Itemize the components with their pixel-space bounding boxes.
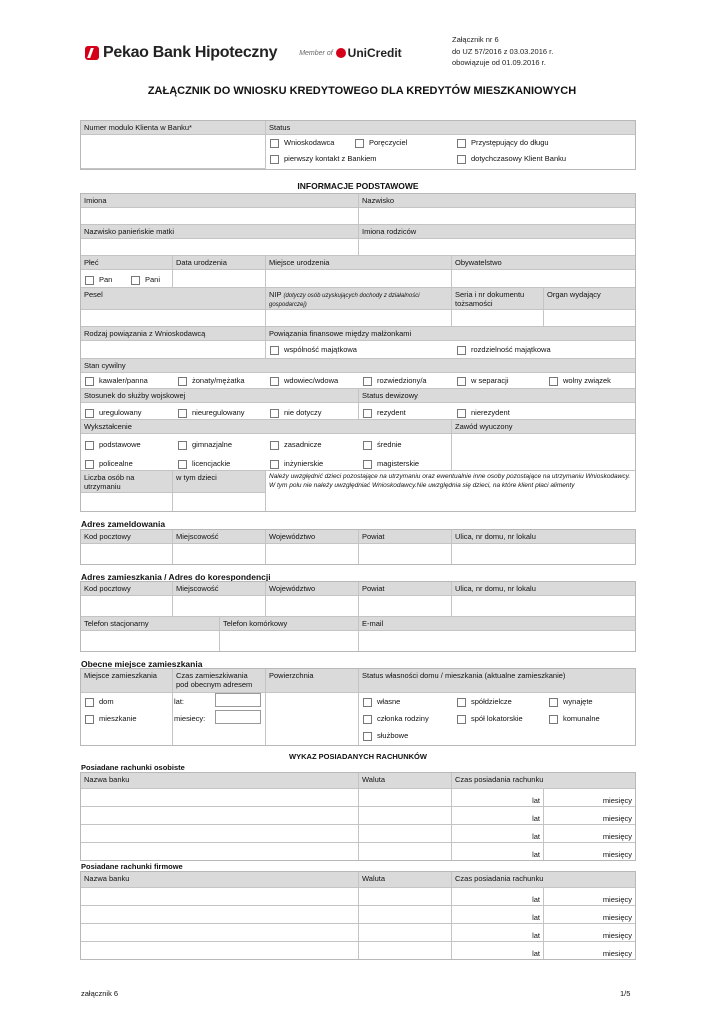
czas-zamieszkiwania-label: Czas zamieszkiwania pod obecnym adresem [173, 669, 266, 693]
zawod-field[interactable] [452, 434, 635, 471]
checkbox-icon[interactable] [270, 441, 279, 450]
checkbox-icon[interactable] [270, 346, 279, 355]
checkbox-icon[interactable] [363, 698, 372, 707]
plec-label: Płeć [81, 256, 173, 270]
lat-cell[interactable]: lat [452, 843, 544, 860]
adres-zameldowania-table [80, 529, 636, 565]
imiona-rodzicow-label: Imiona rodziców [359, 225, 635, 239]
miesiecy-cell[interactable]: miesięcy [544, 888, 635, 906]
checkbox-dotychczasowy[interactable]: dotychczasowy Klient Banku [457, 154, 566, 164]
checkbox-icon[interactable] [363, 460, 372, 469]
checkbox-wdowiec[interactable]: wdowiec/wdowa [270, 376, 338, 386]
checkbox-icon[interactable] [270, 460, 279, 469]
liczba-osob-field[interactable] [81, 493, 173, 511]
checkbox-wolny-zwiazek[interactable]: wolny związek [549, 376, 611, 386]
checkbox-spol-lokatorskie[interactable]: spół lokatorskie [457, 714, 523, 724]
unicredit-logo-icon [336, 48, 346, 58]
powiazanie-field[interactable] [81, 341, 266, 359]
imiona-label: Imiona [81, 194, 359, 208]
checkbox-zasadnicze[interactable]: zasadnicze [270, 440, 322, 450]
bank-logo [85, 44, 402, 62]
miejscowosc-label: Miejscowość [173, 582, 266, 596]
imiona-field[interactable] [81, 208, 359, 225]
obywatelstwo-label: Obywatelstwo [452, 256, 635, 270]
imiona-rodzicow-field[interactable] [359, 239, 635, 256]
dzieci-note: Należy uwzględnić dzieci pozostające na utrzymaniu oraz ewentualnie inne osoby pozostające na utrzymaniu Wnioskodawcy. W tym polu nie należy uwzględniać Wnioskodawcy.Nie uwzględnia się dzieci, na które klient płaci alimenty [266, 471, 635, 511]
checkbox-icon[interactable] [549, 715, 558, 724]
checkbox-icon[interactable] [457, 698, 466, 707]
tel-stac-field[interactable] [81, 631, 220, 651]
adres-zamieszkania-table [80, 581, 636, 652]
miesiecy-cell[interactable]: miesięcy [544, 807, 635, 825]
section-accounts: WYKAZ POSIADANYCH RACHUNKÓW [289, 752, 427, 761]
checkbox-srednie[interactable]: średnie [363, 440, 402, 450]
w-tym-dzieci-field[interactable] [173, 493, 266, 511]
checkbox-rezydent[interactable]: rezydent [363, 408, 406, 418]
miesiecy-cell[interactable]: miesięcy [544, 789, 635, 807]
member-of-label: Member of [299, 49, 333, 57]
nip-field[interactable] [266, 310, 452, 327]
checkbox-spoldzielcze[interactable]: spółdzielcze [457, 697, 512, 707]
status-label: Status [266, 121, 635, 135]
miesiecy-cell[interactable]: miesięcy [544, 825, 635, 843]
checkbox-pani[interactable]: Pani [131, 275, 160, 285]
reference-block [452, 34, 553, 69]
kod-label: Kod pocztowy [81, 530, 173, 544]
wojsko-label: Stosunek do służby wojskowej [81, 389, 359, 403]
email-label: E-mail [359, 617, 635, 631]
bank-field[interactable] [81, 843, 359, 860]
powiat-label: Powiat [359, 530, 452, 544]
checkbox-pan[interactable]: Pan [85, 275, 112, 285]
pesel-field[interactable] [81, 310, 266, 327]
bank-field[interactable] [81, 924, 359, 942]
checkbox-zonaty[interactable]: żonaty/mężatka [178, 376, 245, 386]
wyksztalcenie-label: Wykształcenie [81, 420, 452, 434]
nip-label: NIP (dotyczy osób uzyskujących dochody z działalności gospodarczej) [266, 288, 452, 310]
waluta-field[interactable] [359, 888, 452, 906]
checkbox-rozdzielnosc[interactable]: rozdzielność majątkowa [457, 345, 551, 355]
checkbox-icon[interactable] [85, 460, 94, 469]
checkbox-licencjackie[interactable]: licencjackie [178, 459, 230, 469]
checkbox-icon[interactable] [457, 715, 466, 724]
miejscowosc-field[interactable] [173, 544, 266, 564]
stan-cywilny-label: Stan cywilny [81, 359, 635, 373]
lat-cell[interactable]: lat [452, 825, 544, 843]
checkbox-icon[interactable] [549, 698, 558, 707]
miejsce-urodzenia-field[interactable] [266, 270, 452, 288]
nip-note: (dotyczy osób uzyskujących dochody z działalności gospodarczej) [269, 293, 420, 308]
lat-cell[interactable]: lat [452, 924, 544, 942]
miesiecy-cell[interactable]: miesięcy [544, 924, 635, 942]
checkbox-icon[interactable] [355, 139, 364, 148]
business-accounts-table [80, 871, 636, 960]
checkbox-icon[interactable] [363, 732, 372, 741]
checkbox-mieszkanie[interactable]: mieszkanie [85, 714, 137, 724]
bank-label: Nazwa banku [81, 773, 359, 789]
kod-field[interactable] [81, 544, 173, 564]
bank-field[interactable] [81, 888, 359, 906]
client-id-label: Numer modulo Klienta w Banku* [81, 121, 266, 135]
ulica-label: Ulica, nr domu, nr lokalu [452, 530, 635, 544]
email-field[interactable] [359, 631, 635, 651]
bank-field[interactable] [81, 825, 359, 843]
residence-table [80, 668, 636, 746]
checkbox-icon[interactable] [85, 715, 94, 724]
checkbox-icon[interactable] [363, 409, 372, 418]
checkbox-icon[interactable] [549, 377, 558, 386]
powierzchnia-label: Powierzchnia [266, 669, 359, 693]
tel-kom-field[interactable] [220, 631, 359, 651]
pesel-label: Pesel [81, 288, 266, 310]
checkbox-icon[interactable] [178, 409, 187, 418]
checkbox-icon[interactable] [270, 155, 279, 164]
bank-name: Pekao Bank Hipoteczny [103, 44, 278, 61]
liczba-osob-label: Liczba osób na utrzymaniu [81, 471, 173, 493]
powiat-label: Powiat [359, 582, 452, 596]
lat-label: lat: [174, 697, 185, 706]
kod-field[interactable] [81, 596, 173, 617]
checkbox-icon[interactable] [270, 139, 279, 148]
checkbox-icon[interactable] [457, 139, 466, 148]
page-number: 1/5 [620, 989, 631, 998]
checkbox-czlonka-rodziny[interactable]: członka rodziny [363, 714, 429, 724]
checkbox-icon[interactable] [178, 377, 187, 386]
checkbox-icon[interactable] [457, 377, 466, 386]
checkbox-sluzbowe[interactable]: służbowe [363, 731, 408, 741]
powiazanie-label: Rodzaj powiązania z Wnioskodawcą [81, 327, 266, 341]
wojewodztwo-field[interactable] [266, 596, 359, 617]
checkbox-podstawowe[interactable]: podstawowe [85, 440, 141, 450]
miejscowosc-field[interactable] [173, 596, 266, 617]
bank-field[interactable] [81, 789, 359, 807]
miejscowosc-label: Miejscowość [173, 530, 266, 544]
section-adres-zameldowania: Adres zameldowania [81, 519, 166, 529]
waluta-field[interactable] [359, 906, 452, 924]
checkbox-icon[interactable] [363, 715, 372, 724]
checkbox-wspolnosc[interactable]: wspólność majątkowa [270, 345, 357, 355]
checkbox-icon[interactable] [85, 441, 94, 450]
ref-line: do UZ 57/2016 z 03.03.2016 r. [452, 46, 554, 56]
wojewodztwo-label: Województwo [266, 582, 359, 596]
page-title: ZAŁĄCZNIK DO WNIOSKU KREDYTOWEGO DLA KREDYTÓW MIESZKANIOWYCH [147, 85, 577, 97]
checkbox-icon[interactable] [270, 377, 279, 386]
seria-label: Seria i nr dokumentu tożsamości [452, 288, 544, 310]
checkbox-icon[interactable] [363, 377, 372, 386]
checkbox-wlasne[interactable]: własne [363, 697, 400, 707]
checkbox-policealne[interactable]: policealne [85, 459, 133, 469]
czas-label: Czas posiadania rachunku [452, 773, 635, 789]
waluta-field[interactable] [359, 942, 452, 959]
group-name: UniCredit [347, 46, 402, 60]
miesiecy-label: miesiecy: [174, 714, 206, 723]
waluta-label: Waluta [359, 872, 452, 888]
bank-field[interactable] [81, 807, 359, 825]
lat-cell[interactable]: lat [452, 789, 544, 807]
checkbox-icon[interactable] [457, 346, 466, 355]
waluta-label: Waluta [359, 773, 452, 789]
obywatelstwo-field[interactable] [452, 270, 635, 288]
checkbox-icon[interactable] [178, 460, 187, 469]
checkbox-rozwiedziony[interactable]: rozwiedziony/a [363, 376, 427, 386]
nazwisko-matki-field[interactable] [81, 239, 359, 256]
data-urodzenia-field[interactable] [173, 270, 266, 288]
waluta-field[interactable] [359, 924, 452, 942]
dewizowy-label: Status dewizowy [359, 389, 635, 403]
personal-accounts-table [80, 772, 636, 861]
waluta-field[interactable] [359, 825, 452, 843]
wojewodztwo-label: Województwo [266, 530, 359, 544]
checkbox-wynajete[interactable]: wynajęte [549, 697, 593, 707]
pekao-logo-icon [85, 46, 99, 60]
bank-field[interactable] [81, 906, 359, 924]
miejsce-urodzenia-label: Miejsce urodzenia [266, 256, 452, 270]
ulica-field[interactable] [452, 544, 635, 564]
w-tym-dzieci-label: w tym dzieci [173, 471, 266, 493]
lat-cell[interactable]: lat [452, 888, 544, 906]
checkbox-dom[interactable]: dom [85, 697, 114, 707]
section-personal-accounts: Posiadane rachunki osobiste [81, 763, 185, 772]
checkbox-icon[interactable] [457, 409, 466, 418]
checkbox-inzynierskie[interactable]: inżynierskie [270, 459, 323, 469]
nazwisko-field[interactable] [359, 208, 635, 225]
section-obecne-miejsce: Obecne miejsce zamieszkania [81, 659, 203, 669]
checkbox-nie-dotyczy[interactable]: nie dotyczy [270, 408, 322, 418]
ulica-field[interactable] [452, 596, 635, 617]
checkbox-komunalne[interactable]: komunalne [549, 714, 600, 724]
data-urodzenia-label: Data urodzenia [173, 256, 266, 270]
checkbox-icon[interactable] [178, 441, 187, 450]
basic-info-table [80, 193, 636, 512]
lat-cell[interactable]: lat [452, 906, 544, 924]
lat-cell[interactable]: lat [452, 807, 544, 825]
checkbox-nierezydent[interactable]: nierezydent [457, 408, 510, 418]
lat-input[interactable] [215, 693, 261, 707]
checkbox-icon[interactable] [131, 276, 140, 285]
checkbox-icon[interactable] [363, 441, 372, 450]
powiazania-fin-label: Powiązania finansowe między małżonkami [266, 327, 635, 341]
status-wlasnosci-label: Status własności domu / mieszkania (aktualne zamieszkanie) [359, 669, 635, 693]
checkbox-separacja[interactable]: w separacji [457, 376, 509, 386]
miejsce-zamieszkania-label: Miejsce zamieszkania [81, 669, 173, 693]
miesiecy-cell[interactable]: miesięcy [544, 843, 635, 860]
organ-label: Organ wydający [544, 288, 635, 310]
checkbox-kawaler[interactable]: kawaler/panna [85, 376, 148, 386]
waluta-field[interactable] [359, 807, 452, 825]
section-adres-zamieszkania: Adres zamieszkania / Adres do korespondencji [81, 572, 271, 582]
miesiecy-cell[interactable]: miesięcy [544, 906, 635, 924]
nazwisko-matki-label: Nazwisko panieńskie matki [81, 225, 359, 239]
section-business-accounts: Posiadane rachunki firmowe [81, 862, 183, 871]
seria-field[interactable] [452, 310, 544, 327]
powierzchnia-field[interactable] [266, 693, 359, 745]
bank-label: Nazwa banku [81, 872, 359, 888]
ref-line: Załącznik nr 6 [452, 35, 499, 44]
checkbox-icon[interactable] [85, 276, 94, 285]
waluta-field[interactable] [359, 789, 452, 807]
tel-kom-label: Telefon komórkowy [220, 617, 359, 631]
miesiecy-cell[interactable]: miesięcy [544, 942, 635, 959]
checkbox-przystepujacy[interactable]: Przystępujący do długu [457, 138, 549, 148]
checkbox-icon[interactable] [85, 698, 94, 707]
checkbox-magisterskie[interactable]: magisterskie [363, 459, 419, 469]
checkbox-uregulowany[interactable]: uregulowany [85, 408, 142, 418]
checkbox-poreczyciel[interactable]: Poręczyciel [355, 138, 407, 148]
tel-stac-label: Telefon stacjonarny [81, 617, 220, 631]
powiat-field[interactable] [359, 596, 452, 617]
czas-label: Czas posiadania rachunku [452, 872, 635, 888]
zawod-label: Zawód wyuczony [452, 420, 635, 434]
nazwisko-label: Nazwisko [359, 194, 635, 208]
waluta-field[interactable] [359, 843, 452, 860]
checkbox-wnioskodawca[interactable]: Wnioskodawca [270, 138, 334, 148]
section-basic-info: INFORMACJE PODSTAWOWE [297, 181, 419, 191]
checkbox-pierwszy-kontakt[interactable]: pierwszy kontakt z Bankiem [270, 154, 377, 164]
organ-field[interactable] [544, 310, 635, 327]
checkbox-icon[interactable] [270, 409, 279, 418]
kod-label: Kod pocztowy [81, 582, 173, 596]
checkbox-nieuregulowany[interactable]: nieuregulowany [178, 408, 245, 418]
ulica-label: Ulica, nr domu, nr lokalu [452, 582, 635, 596]
client-id-field[interactable] [81, 135, 266, 169]
lat-cell[interactable]: lat [452, 942, 544, 959]
bank-field[interactable] [81, 942, 359, 959]
ref-line: obowiązuje od 01.09.2016 r. [452, 58, 546, 67]
wojewodztwo-field[interactable] [266, 544, 359, 564]
footer-left: załącznik 6 [81, 989, 119, 998]
checkbox-icon[interactable] [85, 377, 94, 386]
miesiecy-input[interactable] [215, 710, 261, 724]
checkbox-gimnazjalne[interactable]: gimnazjalne [178, 440, 232, 450]
checkbox-icon[interactable] [457, 155, 466, 164]
powiat-field[interactable] [359, 544, 452, 564]
checkbox-icon[interactable] [85, 409, 94, 418]
